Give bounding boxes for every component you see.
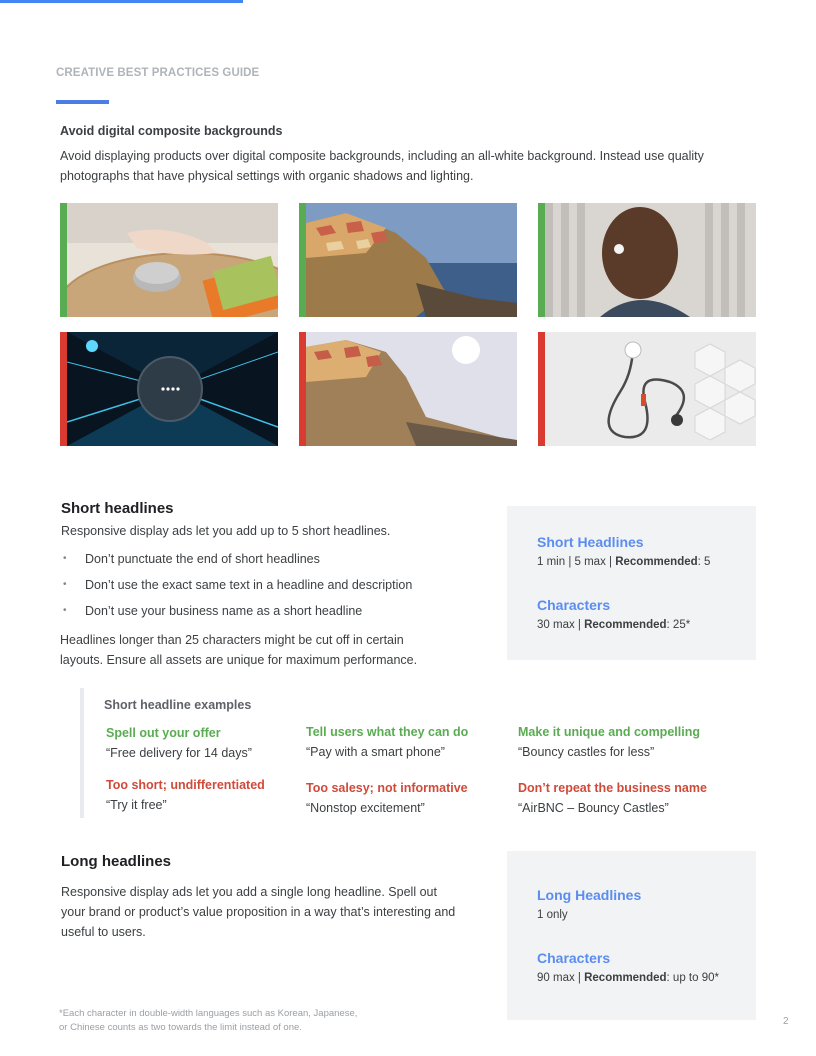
spec-value-characters: 90 max | Recommended: up to 90* <box>537 972 719 984</box>
short-headlines-rules <box>60 550 412 628</box>
good-example-image-village <box>299 203 517 317</box>
coastal-village-photo <box>306 203 517 317</box>
bad-example-label: Too short; undifferentiated <box>106 778 265 792</box>
spec-heading-long-headlines: Long Headlines <box>537 887 642 903</box>
man-wearing-earbuds-photo <box>545 203 756 317</box>
page-number: 2 <box>783 1016 789 1027</box>
rule-item: • Don’t punctuate the end of short headlines <box>60 550 412 576</box>
good-example-label: Spell out your offer <box>106 726 221 740</box>
long-headlines-body-line-3: useful to users. <box>61 925 146 939</box>
bad-example-label: Too salesy; not informative <box>306 781 468 795</box>
guide-title: CREATIVE BEST PRACTICES GUIDE <box>56 67 260 79</box>
good-example-image-speaker <box>60 203 278 317</box>
spec-heading-characters: Characters <box>537 597 611 613</box>
backgrounds-section-body: Avoid displaying products over digital composite backgrounds, including an all-white background. Instead use quality photographs that have physical settings with organic shadows and lighting. <box>60 149 704 183</box>
bad-indicator-bar <box>60 332 67 446</box>
bad-indicator-bar <box>538 332 545 446</box>
footnote-line-2: or Chinese counts as two towards the limit instead of one. <box>59 1022 302 1033</box>
bad-example-quote: “AirBNC – Bouncy Castles” <box>518 801 669 815</box>
good-indicator-bar <box>538 203 545 317</box>
rule-item: • Don’t use the exact same text in a headline and description <box>60 576 412 602</box>
title-underline <box>56 100 109 104</box>
speaker-on-table-photo <box>67 203 278 317</box>
footnote-line-1: *Each character in double-width languages such as Korean, Japanese, <box>59 1008 358 1019</box>
good-example-image-earbuds-man <box>538 203 756 317</box>
bad-example-label: Don’t repeat the business name <box>518 781 707 795</box>
short-headlines-spec-box <box>507 506 756 660</box>
spec-heading-characters: Characters <box>537 950 611 966</box>
bad-example-image-speaker <box>60 332 278 446</box>
long-headlines-title: Long headlines <box>61 853 172 870</box>
bad-indicator-bar <box>299 332 306 446</box>
long-headlines-spec-box <box>507 851 756 1020</box>
long-headlines-body-line-2: your brand or product’s value proposition in a way that’s interesting and <box>61 905 456 919</box>
good-example-label: Tell users what they can do <box>306 725 469 739</box>
spec-value-long-headlines: 1 only <box>537 909 568 921</box>
good-example-quote: “Pay with a smart phone” <box>306 745 445 759</box>
spec-heading-short-headlines: Short Headlines <box>537 534 644 550</box>
examples-title: Short headline examples <box>104 698 252 712</box>
good-example-quote: “Bouncy castles for less” <box>518 745 655 759</box>
short-headlines-note-line-1: Headlines longer than 25 characters might be cut off in certain <box>60 633 404 647</box>
spec-value-characters: 30 max | Recommended: 25* <box>537 619 691 631</box>
bad-example-quote: “Nonstop excitement” <box>306 801 425 815</box>
top-accent-bar <box>0 0 243 3</box>
footnote <box>59 1007 419 1035</box>
good-indicator-bar <box>60 203 67 317</box>
good-example-label: Make it unique and compelling <box>518 725 700 739</box>
good-indicator-bar <box>299 203 306 317</box>
village-composite-photo <box>306 332 517 446</box>
bad-example-image-earbuds <box>538 332 756 446</box>
short-headlines-intro: Responsive display ads let you add up to 5 short headlines. <box>61 524 391 538</box>
bad-example-image-village <box>299 332 517 446</box>
short-headlines-note-line-2: layouts. Ensure all assets are unique for maximum performance. <box>60 653 418 667</box>
earbuds-hexagon-background-photo <box>545 332 756 446</box>
speaker-digital-background-photo <box>67 332 278 446</box>
good-example-quote: “Free delivery for 14 days” <box>106 746 252 760</box>
examples-side-rule <box>80 688 84 818</box>
spec-value-short-headlines: 1 min | 5 max | Recommended: 5 <box>537 556 711 568</box>
short-headlines-title: Short headlines <box>61 500 174 517</box>
bad-example-quote: “Try it free” <box>106 798 167 812</box>
long-headlines-body-line-1: Responsive display ads let you add a single long headline. Spell out <box>61 885 437 899</box>
rule-item: • Don’t use your business name as a short headline <box>60 602 412 628</box>
backgrounds-section-title: Avoid digital composite backgrounds <box>60 124 283 138</box>
